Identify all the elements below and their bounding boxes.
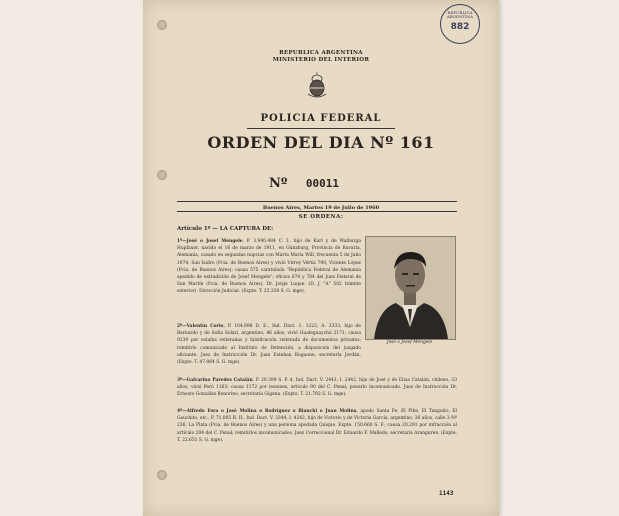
- list-item: [177, 323, 361, 366]
- coat-of-arms-icon: [306, 70, 328, 98]
- page-number: 1143: [439, 490, 454, 497]
- entry-name: 4º—Alfredo Fora o José Molina o Rodríguez o Bianchi o Juan Molina: [177, 409, 357, 414]
- photo-caption: José o Josef Mengele: [386, 340, 433, 345]
- divider: [177, 201, 457, 202]
- entry-text: , P. 104.998 D. E., Ind. Dact. 1. 1222, A. 3333, hijo de Bernardo y de Sofía Solari, argentino, 46 años, vivió Gualeguaychú 2171; causa 9239 por estafas reiteradas y falsificación reiterada de documentos privados; remitirlo comunicado al Instituto de Detención, a disposición del juzgado oficiante. Juez de Instrucción Dr. Juan Esteban Buguone, secretaría Jordán. (Expte. T. 47.864 S. G. mge).: [177, 324, 361, 366]
- stamp-number: 882: [450, 21, 470, 32]
- entry-text: , P. 20.399 S. P. d, Ind. Dact. V. 2443, I. 2442, hijo de José y de Elisa Catalán, chileno, 33 años, vivió Perú 1163; causa 1172 por lesiones, artículo 90 del C. Penal; ponerlo incomunicado. Juez de Instrucción Dr. Ernesto González Bonorino, secretaría Gigena. (Expte. T. 21.782 S. G. mge).: [177, 378, 457, 398]
- republic-label: REPUBLICA ARGENTINA: [279, 50, 363, 56]
- number-label: Nº: [269, 176, 288, 191]
- list-item: [177, 408, 457, 444]
- issue-date: Buenos Aires, Martes 19 de Julio de 1960: [262, 205, 380, 211]
- ministry-label: MINISTERIO DEL INTERIOR: [272, 56, 370, 63]
- entry-name: 3º—Galvarino Paredes Catalán: [177, 378, 253, 383]
- entry-text: , P. 3.940.484 C. I., hijo de Karl y de Walburga Hupfauer, nacido el 16 de marzo de 1911, en Günzburg, Provincia de Bavaria, Alemania, casado en segundas nupcias con Marta María Will, frecuenta 5 de Julio 1974, San Isidro (Pcia. de Buenos Aires) y vivió Virrey Vértiz 790, Vicente López (Pcia. de Buenos Aires); causa 575 caratulada "República Federal de Alemania apedido de extradición de Josef Mengele"; oficios 674 y 704 del Juez Federal de San Martín (Pcia. de Buenos Aires), Dr. Jorge Luque. (D. J. "A" 502 trámite exterior). Dirección Judicial. (Expte. T. 25.338 S. G. mge).: [177, 239, 361, 295]
- divider: [177, 211, 457, 212]
- punch-hole: [157, 470, 167, 480]
- entry-text: , apodo Santa Fe, El Pibe, El Tanguito, El Gauchito, etc., P. 71.005 R. II., Ind. Dact. V. 3344, I. 4242, hijo de Victorio y de Victoria García, argentino, 36 años, calle 3 Nº 236, La Plata (Pcia. de Buenos Aires) y una persona apodada Quique. Expte. 150.660 S. F.; causa 20.291 por infracción al artículo 204 del C. Penal; remitirlos incomunicados. Juez Correccional Dr. Eduardo F. Malledo, secretaría Aranguren. (Expte. T. 22.651 S. G. mge).: [177, 409, 458, 443]
- ministry-header: [143, 50, 499, 63]
- punch-hole: [157, 170, 167, 180]
- suspect-photo: [365, 236, 456, 340]
- portrait-image: [366, 237, 455, 339]
- stamp-text: REPUBLICA ARGENTINA: [446, 10, 474, 20]
- police-order-document: [143, 0, 499, 516]
- punch-hole: [157, 20, 167, 30]
- ordena-heading: SE ORDENA:: [298, 214, 344, 220]
- police-label: POLICIA FEDERAL: [260, 113, 382, 124]
- order-number: [269, 176, 339, 191]
- archive-stamp: [440, 4, 480, 44]
- list-item: [177, 238, 361, 296]
- list-item: [177, 377, 457, 399]
- entry-name: 2º—Valentín Corio: [177, 324, 224, 329]
- article-heading: Artículo 1º — LA CAPTURA DE:: [177, 226, 274, 232]
- entry-name: 1º—José o Josef Mengele: [177, 239, 243, 244]
- page-title: ORDEN DEL DIA Nº 161: [207, 133, 435, 152]
- number-value: 00011: [305, 177, 340, 190]
- divider: [247, 128, 395, 129]
